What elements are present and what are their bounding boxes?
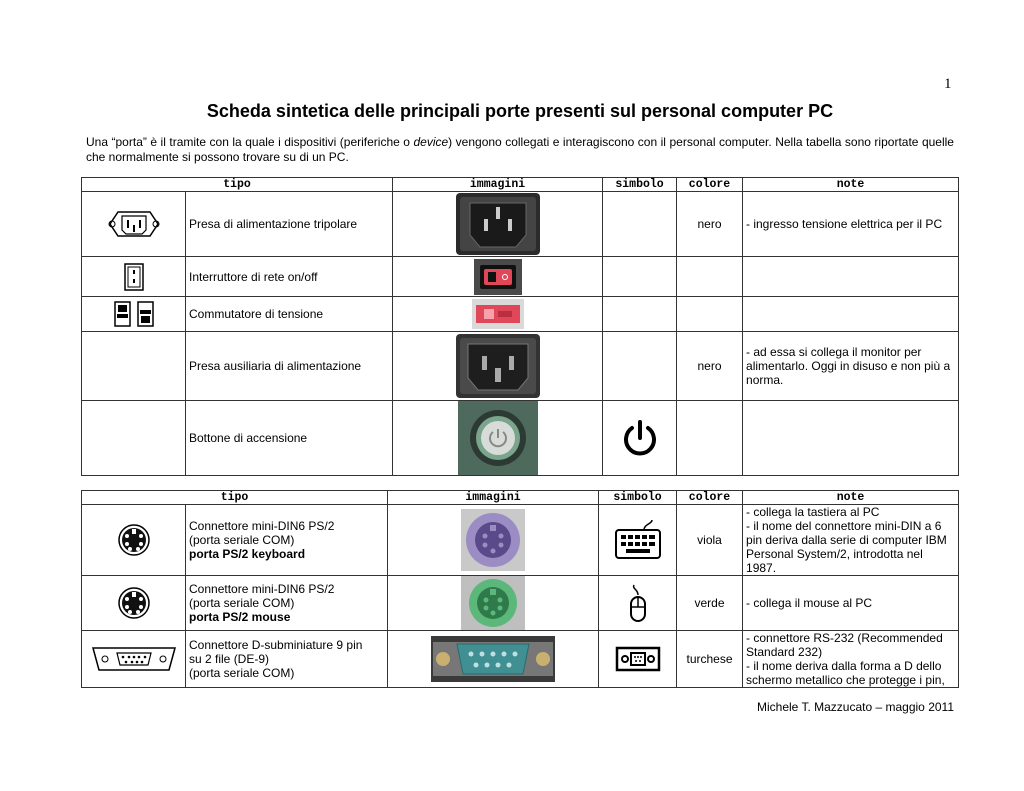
symbol-cell <box>603 257 677 297</box>
header-immagini: immagini <box>388 491 599 505</box>
row-label: Presa di alimentazione tripolare <box>186 192 393 257</box>
note-cell: - ingresso tensione elettrica per il PC <box>743 192 959 257</box>
row-label: Commutatore di tensione <box>186 297 393 332</box>
table-row <box>82 631 959 688</box>
symbol-cell <box>603 297 677 332</box>
row-label: Presa ausiliaria di alimentazione <box>186 332 393 401</box>
color-cell: turchese <box>677 631 743 688</box>
header-immagini: immagini <box>393 178 603 192</box>
label-line: Connettore mini-DIN6 PS/2 <box>189 519 335 533</box>
header-note: note <box>743 491 959 505</box>
header-colore: colore <box>677 178 743 192</box>
color-cell: viola <box>677 505 743 576</box>
note-cell <box>743 631 959 688</box>
header-simbolo: simbolo <box>603 178 677 192</box>
note-cell <box>743 505 959 576</box>
voltage-selector-photo <box>393 297 603 332</box>
label-line: (porta seriale COM) <box>189 533 295 547</box>
color-cell <box>677 401 743 476</box>
mini-din-icon <box>82 576 186 631</box>
color-cell <box>677 257 743 297</box>
intro-italic-device: device <box>413 135 449 149</box>
note-line: - il nome deriva dalla forma a D dello schermo metallico che protegge i pin, <box>746 659 945 687</box>
keyboard-icon <box>599 505 677 576</box>
icon-cell-empty <box>82 332 186 401</box>
row-label: Bottone di accensione <box>186 401 393 476</box>
row-label: Interruttore di rete on/off <box>186 257 393 297</box>
table-row <box>82 576 959 631</box>
note-cell <box>743 257 959 297</box>
table-row <box>82 332 959 401</box>
voltage-selector-icon <box>82 297 186 332</box>
table-header-row <box>82 491 959 505</box>
note-cell: - ad essa si collega il monitor per alimentarlo. Oggi in disuso e non più a norma. <box>743 332 959 401</box>
symbol-cell <box>603 192 677 257</box>
de9-serial-port-photo <box>388 631 599 688</box>
power-symbol-icon <box>603 401 677 476</box>
mouse-icon <box>599 576 677 631</box>
header-tipo: tipo <box>82 491 388 505</box>
serial-port-icon <box>599 631 677 688</box>
note-cell <box>743 297 959 332</box>
note-line: - connettore RS-232 (Recommended Standard 232) <box>746 631 943 659</box>
ports-table-power <box>81 177 959 476</box>
iec-c14-inlet-icon <box>82 192 186 257</box>
de9-connector-icon <box>82 631 186 688</box>
label-line: (porta seriale COM) <box>189 666 295 680</box>
table-row <box>82 297 959 332</box>
ps2-purple-port-photo <box>388 505 599 576</box>
power-button-photo <box>393 401 603 476</box>
header-simbolo: simbolo <box>599 491 677 505</box>
icon-cell-empty <box>82 401 186 476</box>
table-row <box>82 257 959 297</box>
intro-text-1: Una “porta” è il tramite con la quale i dispositivi (periferiche o <box>86 135 414 149</box>
note-line: - collega il mouse al PC <box>746 596 873 610</box>
header-note: note <box>743 178 959 192</box>
ports-table-serial <box>81 490 959 688</box>
row-label <box>186 631 388 688</box>
symbol-cell <box>603 332 677 401</box>
table-header-row <box>82 178 959 192</box>
label-line: su 2 file (DE-9) <box>189 652 270 666</box>
header-tipo: tipo <box>82 178 393 192</box>
intro-text-2: ) vengono collegati e interagiscono con il personal computer. Nella tabella sono riportate quelle che normalmente si possono trovare su di un PC. <box>86 135 954 164</box>
label-line: (porta seriale COM) <box>189 596 295 610</box>
row-label <box>186 576 388 631</box>
row-label <box>186 505 388 576</box>
color-cell: nero <box>677 332 743 401</box>
footer-author: Michele T. Mazzucato – maggio 2011 <box>757 700 954 714</box>
color-cell: nero <box>677 192 743 257</box>
label-bold: porta PS/2 mouse <box>189 610 291 624</box>
rocker-switch-icon <box>82 257 186 297</box>
label-bold: porta PS/2 keyboard <box>189 547 306 561</box>
note-cell <box>743 401 959 476</box>
note-cell <box>743 576 959 631</box>
document-title: Scheda sintetica delle principali porte presenti sul personal computer PC <box>206 101 834 121</box>
rocker-switch-photo <box>393 257 603 297</box>
table-row <box>82 505 959 576</box>
note-line: - il nome del connettore mini-DIN a 6 pin deriva dalla serie di computer IBM Personal System/2, introdotta nel 1987. <box>746 519 947 575</box>
table-row <box>82 401 959 476</box>
color-cell: verde <box>677 576 743 631</box>
color-cell <box>677 297 743 332</box>
aux-power-outlet-photo <box>393 332 603 401</box>
label-line: Connettore mini-DIN6 PS/2 <box>189 582 335 596</box>
table-row <box>82 192 959 257</box>
label-line: Connettore D-subminiature 9 pin <box>189 638 363 652</box>
intro-paragraph <box>86 135 954 165</box>
note-line: - collega la tastiera al PC <box>746 505 880 519</box>
mini-din-icon <box>82 505 186 576</box>
page-number: 1 <box>944 76 952 92</box>
header-colore: colore <box>677 491 743 505</box>
power-inlet-photo <box>393 192 603 257</box>
ps2-green-port-photo <box>388 576 599 631</box>
